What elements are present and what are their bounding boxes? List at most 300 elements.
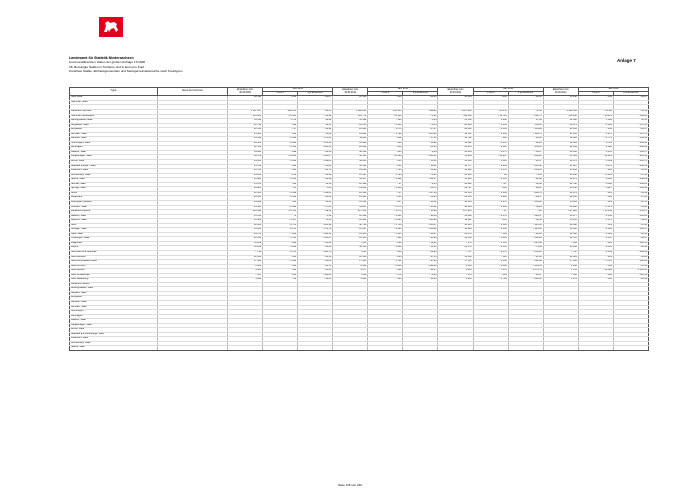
cell-value: - 64,61 <box>613 219 648 224</box>
cell-value: - 349 <box>263 269 298 274</box>
cell-value: 41 887 <box>333 205 368 210</box>
cell-value: - 4 380 <box>578 182 613 187</box>
cell-value: 86 <box>473 173 508 178</box>
cell-value: 22 622 <box>438 182 473 187</box>
cell-value: - 2 841 <box>578 123 613 128</box>
cell-value: - 737 <box>368 191 403 196</box>
cell-value: 56,50 <box>613 119 648 124</box>
cell-value: - 91,99 <box>403 237 438 242</box>
cell-typus: Bargtehl, Stadt <box>70 291 158 296</box>
cell-value: - 2 275 <box>263 228 298 233</box>
cell-typus: Pattensen, Stadt <box>70 169 158 174</box>
cell-value: - 1 405,10 <box>613 269 648 274</box>
cell-value: 293 <box>263 123 298 128</box>
cell-value: - 104,99 <box>508 128 543 133</box>
cell-value: 217 822 <box>543 210 578 215</box>
cell-value: - 660 <box>368 96 403 101</box>
cell-value: 24 170 <box>228 232 263 237</box>
cell-value: - 39,45 <box>613 169 648 174</box>
cell-value: 24 562 <box>543 232 578 237</box>
cell-value: 22 609 <box>543 146 578 151</box>
cell-value: - 495,20 <box>508 155 543 160</box>
header-year: Jahr 2011 <box>473 88 543 92</box>
header-einwohner-date: 30.06.2011 <box>449 91 462 94</box>
cell-value: - 4 746 <box>368 223 403 228</box>
cell-typus: Hemmingen, Stadt <box>70 141 158 146</box>
cell-typus: Bevenghausen, Stadt <box>70 287 158 292</box>
cell-value: 13 919 <box>543 169 578 174</box>
cell-value: - 295 <box>578 169 613 174</box>
cell-typus: Laatzen, Stadt <box>70 150 158 155</box>
cell-value: - 2 174 <box>473 250 508 255</box>
cell-value: - 88,04 <box>298 196 333 201</box>
cell-value: - 1 796 <box>368 132 403 137</box>
cell-value: 10 469 <box>438 96 473 101</box>
cell-value: - 78,31 <box>403 173 438 178</box>
cell-value: - 2 054 <box>578 250 613 255</box>
cell-value: - 2 578 <box>473 169 508 174</box>
cell-value: - 42,88 <box>508 178 543 183</box>
cell-value: - 254 <box>263 96 298 101</box>
cell-value: - 67 <box>473 210 508 215</box>
cell-value: - 2 828 <box>263 191 298 196</box>
cell-value: - 97 <box>368 182 403 187</box>
cell-typus: Laatzen, Stadt <box>70 319 158 324</box>
cell-value: - 218,29 <box>403 228 438 233</box>
cell-value: 8 580 <box>333 264 368 269</box>
cell-value: - 204,34 <box>613 141 648 146</box>
cell-value: - 3 676 <box>368 210 403 215</box>
cell-value: - 1 794 <box>368 173 403 178</box>
cell-value: - 172,78 <box>298 228 333 233</box>
header-euro-per-capita: € je Einwohner <box>613 92 648 96</box>
cell-value: 43 573 <box>543 160 578 165</box>
cell-value: - 38,76 <box>403 187 438 192</box>
cell-value: 32 973 <box>543 178 578 183</box>
cell-value: - 2 412 <box>473 146 508 151</box>
cell-value: - 4 462 <box>368 178 403 183</box>
cell-value: - 589 <box>473 232 508 237</box>
header-einwohner-label: Einwohner zum <box>552 89 569 92</box>
cell-value: 10 530 <box>333 96 368 101</box>
cell-value: 14 151 <box>333 200 368 205</box>
cell-value: - 3 578 <box>578 260 613 265</box>
cell-value: - 163 <box>368 278 403 283</box>
title-line-3: 28. Bereinigte Salden in Tsd Euro und in Euro pro Kopf <box>69 64 145 69</box>
cell-value: 46,22 <box>298 119 333 124</box>
cell-value: - 21 476 <box>263 210 298 215</box>
cell-value: 87,58 <box>508 119 543 124</box>
cell-typus: Springe, Stadt <box>70 187 158 192</box>
cell-value: 40 030 <box>543 150 578 155</box>
cell-value: 1 127 417 <box>228 110 263 115</box>
cell-value: - 11,96 <box>298 173 333 178</box>
cell-value: 33 080 <box>438 178 473 183</box>
cell-value: - 100 571 <box>263 110 298 115</box>
table-row <box>70 346 649 351</box>
cell-value: - 60,39 <box>298 246 333 251</box>
cell-value: 71 <box>263 214 298 219</box>
organization-name: Landesamt für Statistik Niedersachsen <box>69 56 134 60</box>
cell-value: - 146,37 <box>508 214 543 219</box>
cell-value: - 519 <box>578 223 613 228</box>
cell-value: 20 996 <box>438 123 473 128</box>
cell-value: 17 661 <box>228 260 263 265</box>
cell-value: 217 614 <box>333 210 368 215</box>
cell-value: - 2 145 <box>473 128 508 133</box>
cell-value: - 105,72 <box>613 160 648 165</box>
cell-value: 23 261 <box>228 173 263 178</box>
cell-value: 38,44 <box>298 200 333 205</box>
cell-value: 16 422 <box>438 219 473 224</box>
cell-value: - 1 594 <box>368 123 403 128</box>
cell-value: - 134,27 <box>298 237 333 242</box>
cell-value: - 642 <box>473 137 508 142</box>
cell-value: 518 508 <box>438 114 473 119</box>
cell-typus: Seelze, Stadt <box>70 178 158 183</box>
cell-value: - 4,35 <box>403 182 438 187</box>
cell-value: - 145,91 <box>613 137 648 142</box>
cell-typus: Isernhagen <box>70 146 158 151</box>
cell-value: - 1 376 <box>368 128 403 133</box>
cell-value: - 69,55 <box>508 96 543 101</box>
cell-value: - 2 275 <box>263 250 298 255</box>
cell-value: - 1 151 <box>473 141 508 146</box>
cell-value <box>473 346 508 351</box>
cell-value: - 2 774 <box>578 137 613 142</box>
cell-value: - 23,57 <box>508 160 543 165</box>
cell-value: - 1 703 <box>263 237 298 242</box>
cell-value: - 296 <box>263 241 298 246</box>
cell-value: - 4 230 <box>473 132 508 137</box>
cell-value: - 7 809 <box>263 232 298 237</box>
cell-value: 41 884 <box>438 205 473 210</box>
cell-value: - 285,94 <box>508 250 543 255</box>
cell-value: - 4 119 <box>473 223 508 228</box>
header-einwohner-date: 30.06.2009 <box>239 91 251 94</box>
cell-value: 8 423 <box>228 264 263 269</box>
cell-value: 29 747 <box>438 187 473 192</box>
cell-value: 4 916 <box>438 278 473 283</box>
cell-value: - 801 <box>578 191 613 196</box>
cell-value: - 67,47 <box>403 128 438 133</box>
cell-value: - 64,62 <box>298 260 333 265</box>
cell-value: 32 443 <box>438 223 473 228</box>
cell-value: - 1 071 <box>578 219 613 224</box>
cell-name <box>158 346 228 351</box>
cell-value: - 108,08 <box>508 200 543 205</box>
cell-value: - 308,52 <box>298 232 333 237</box>
cell-typus: Burgwedel <box>70 128 158 133</box>
cell-value: - 439 <box>578 255 613 260</box>
cell-value: 12 538 <box>438 237 473 242</box>
cell-value: - 360 <box>368 141 403 146</box>
cell-value: 30 359 <box>333 246 368 251</box>
cell-value: - 91,51 <box>298 110 333 115</box>
cell-value: - 73,84 <box>508 246 543 251</box>
header-tsd-euro: 1.000 € <box>263 92 298 96</box>
cell-value: 20 379 <box>543 191 578 196</box>
cell-typus: SGB Schwaförden <box>70 273 158 278</box>
cell-value: 14 099 <box>228 200 263 205</box>
cell-value: 18 642 <box>438 141 473 146</box>
cell-value: 32 725 <box>333 223 368 228</box>
cell-value: 20 353 <box>228 191 263 196</box>
cell-value: 515 001 <box>228 114 263 119</box>
header-einwohner-label: Einwohner zum <box>447 89 464 92</box>
header-year: Jahr 2009 <box>263 88 333 92</box>
cell-value: - 859 <box>578 96 613 101</box>
cell-value: 5 877 <box>333 269 368 274</box>
cell-value: - 7 074 <box>473 269 508 274</box>
header-einwohner <box>438 88 473 96</box>
cell-value: - 1 537 <box>263 219 298 224</box>
cell-value <box>368 346 403 351</box>
cell-value: 7 251 <box>333 241 368 246</box>
header-einwohner <box>333 88 368 96</box>
cell-value: 12 014 <box>543 255 578 260</box>
cell-typus: Bassum, Stadt <box>70 214 158 219</box>
cell-value: - 1 264 <box>368 246 403 251</box>
header-einwohner-date: 30.06.2010 <box>344 91 357 94</box>
cell-value: - 48,11 <box>508 219 543 224</box>
cell-value: - 50 <box>263 278 298 283</box>
cell-value: - 124 <box>368 119 403 124</box>
cell-value: - 502 <box>578 196 613 201</box>
cell-value: 7 178 <box>438 273 473 278</box>
cell-value: 20 453 <box>543 128 578 133</box>
cell-typus: Twistringen, Stadt <box>70 237 158 242</box>
cell-typus: Neustadt am Rübenberge, Stadt <box>70 332 158 337</box>
cell-value: - 35 111 <box>578 110 613 115</box>
cell-value: - 2 882 <box>263 141 298 146</box>
table-header <box>70 88 649 96</box>
cell-value: - 123,88 <box>403 219 438 224</box>
cell-value: - 46,87 <box>403 232 438 237</box>
cell-value: - 22,67 <box>613 128 648 133</box>
cell-value: - 18,31 <box>403 164 438 169</box>
cell-value <box>578 346 613 351</box>
cell-value: 13 901 <box>438 169 473 174</box>
cell-value: - 4 319 <box>578 160 613 165</box>
cell-value: - 563 <box>263 255 298 260</box>
cell-typus: SGB Altes Amt Lemforde <box>70 250 158 255</box>
cell-typus: Ronnenberg, Stadt <box>70 173 158 178</box>
cell-value: 32 238 <box>228 223 263 228</box>
cell-typus: Sulingen, Stadt <box>70 228 158 233</box>
cell-typus: Langenhagen, Stadt <box>70 155 158 160</box>
cell-value: 40 019 <box>438 150 473 155</box>
cell-value: - 6 130 <box>263 146 298 151</box>
cell-value <box>298 346 333 351</box>
cell-value: - 67,15 <box>403 255 438 260</box>
cell-typus: Barsinghausen,Stadt <box>70 119 158 124</box>
cell-value: 44 003 <box>228 160 263 165</box>
cell-value: - 1 828 <box>263 246 298 251</box>
cell-value: - 8 172 <box>578 164 613 169</box>
cell-value: 13 448 <box>438 228 473 233</box>
cell-value: - 29,94 <box>298 114 333 119</box>
cell-value: - 15,91 <box>613 223 648 228</box>
cell-typus: Hannover,Landeshptst. <box>70 114 158 119</box>
data-table <box>69 87 649 351</box>
cell-value: 8 500 <box>543 264 578 269</box>
cell-value: - 137,53 <box>613 123 648 128</box>
cell-value: - 707 <box>473 182 508 187</box>
cell-value: - 560 <box>578 264 613 269</box>
cell-value: - 1 293 <box>263 178 298 183</box>
cell-value: 34 514 <box>228 119 263 124</box>
header-tsd-euro: 1.000 € <box>473 92 508 96</box>
cell-value: 12 535 <box>333 237 368 242</box>
cell-value: - 1 138 <box>263 260 298 265</box>
cell-value: 18 995 <box>333 141 368 146</box>
cell-value: 2 992 <box>473 119 508 124</box>
cell-value: 17 636 <box>333 260 368 265</box>
cell-value: 23 238 <box>543 173 578 178</box>
cell-value: - 38,98 <box>298 178 333 183</box>
cell-value: - 3,64 <box>403 119 438 124</box>
cell-value: 4 656 <box>473 123 508 128</box>
cell-value: 5 761 <box>543 269 578 274</box>
cell-value: - 835 <box>368 164 403 169</box>
cell-value: - 136,17 <box>613 150 648 155</box>
cell-value: - 1 960 <box>473 228 508 233</box>
cell-value: - 51 153 <box>368 114 403 119</box>
cell-value: - 1 676 <box>473 200 508 205</box>
cell-typus: Syke, Stadt <box>70 232 158 237</box>
attachment-label: Anlage 7 <box>617 58 636 63</box>
header-euro-per-capita: € je Einwohner <box>403 92 438 96</box>
cell-value: 40 014 <box>333 150 368 155</box>
cell-value: - 25 917 <box>473 155 508 160</box>
cell-value: 13 724 <box>228 169 263 174</box>
cell-value: - 16,89 <box>403 210 438 215</box>
cell-value: - 82,17 <box>403 269 438 274</box>
cell-value: 164,56 <box>508 123 543 128</box>
cell-value: - 1 145 <box>368 232 403 237</box>
cell-value: - 54,61 <box>403 241 438 246</box>
cell-value: - 15 431 <box>263 114 298 119</box>
cell-value: - 2 130 <box>578 214 613 219</box>
cell-value: 20 213 <box>333 123 368 128</box>
cell-value: 7 097 <box>228 273 263 278</box>
header-name: Name der Kommune <box>158 88 228 96</box>
cell-value: - 81 579 <box>473 110 508 115</box>
cell-value: - 28,78 <box>298 169 333 174</box>
cell-typus: Garbsen, Stadt <box>70 300 158 305</box>
cell-value: 21 878 <box>228 182 263 187</box>
cell-value: - 3 102 <box>263 196 298 201</box>
cell-value: - 188,02 <box>613 178 648 183</box>
cell-value: 17 545 <box>438 260 473 265</box>
cell-value: - 5 451 <box>578 150 613 155</box>
cell-value: - 650 <box>473 96 508 101</box>
cell-value: - 78,54 <box>403 273 438 278</box>
cell-value: - 1 972 <box>578 132 613 137</box>
cell-value: - 39,32 <box>613 191 648 196</box>
cell-value: - 279 <box>263 173 298 178</box>
cell-value: - 61,04 <box>298 241 333 246</box>
cell-value: - 97,89 <box>403 260 438 265</box>
cell-value <box>333 346 368 351</box>
cell-value: - 396 <box>368 241 403 246</box>
cell-value: - 86,67 <box>613 237 648 242</box>
cell-value: - 1 023 <box>473 237 508 242</box>
cell-value: - 31,86 <box>508 182 543 187</box>
header-einwohner <box>543 88 578 96</box>
cell-value: 33 257 <box>333 178 368 183</box>
cell-value: - 800 <box>578 273 613 278</box>
cell-value: 24 453 <box>333 232 368 237</box>
cell-value: 1 127 808 <box>438 110 473 115</box>
cell-value: - 1 719 <box>473 278 508 283</box>
cell-value: - 864 <box>473 187 508 192</box>
cell-value: - 18,82 <box>403 141 438 146</box>
cell-value: 217 903 <box>438 210 473 215</box>
table-body <box>70 96 649 351</box>
cell-value: 20 402 <box>333 191 368 196</box>
cell-value: - 74,50 <box>298 219 333 224</box>
cell-value: - 899 <box>263 150 298 155</box>
cell-value: 4,52 <box>298 214 333 219</box>
cell-value: - 503 <box>473 255 508 260</box>
cell-value: - 65,15 <box>613 264 648 269</box>
cell-value: - 6 944 <box>473 164 508 169</box>
cell-typus: Wagenfeld <box>70 241 158 246</box>
cell-value: 14 965 <box>333 132 368 137</box>
cell-value: 17 562 <box>543 260 578 265</box>
cell-value: - 153,67 <box>403 223 438 228</box>
cell-value: - 111,89 <box>298 273 333 278</box>
cell-value: - 286,78 <box>298 250 333 255</box>
cell-value: - 139,80 <box>298 160 333 165</box>
cell-value: 20 799 <box>228 123 263 128</box>
cell-value: - 235,07 <box>298 155 333 160</box>
cell-value: 7 799 <box>228 250 263 255</box>
cell-typus: Stuhr <box>70 223 158 228</box>
cell-value: - 395 <box>263 169 298 174</box>
cell-value: - 41,71 <box>298 264 333 269</box>
cell-value: - 151,68 <box>508 164 543 169</box>
cell-value: - 266,56 <box>403 155 438 160</box>
document-title-block <box>69 56 183 73</box>
cell-value: 29 125 <box>333 196 368 201</box>
cell-value: - 85,93 <box>613 246 648 251</box>
cell-value: - 14,06 <box>403 146 438 151</box>
cell-value: - 33,24 <box>403 278 438 283</box>
cell-value: - 22,58 <box>298 150 333 155</box>
cell-value: 216 598 <box>228 210 263 215</box>
cell-value: - 1 047 <box>578 237 613 242</box>
cell-value: - 104,24 <box>613 114 648 119</box>
cell-value: 34 160 <box>438 119 473 124</box>
cell-value: 24 570 <box>438 232 473 237</box>
cell-value: 20 513 <box>228 128 263 133</box>
cell-value: - 139,01 <box>298 191 333 196</box>
cell-value: - 59,29 <box>508 205 543 210</box>
cell-value <box>508 346 543 351</box>
cell-value: - 176,76 <box>613 132 648 137</box>
cell-value: 1 128 163 <box>543 110 578 115</box>
cell-typus: Wedemark <box>70 196 158 201</box>
cell-value: - 11 823 <box>263 155 298 160</box>
cell-typus: SGB Solite <box>70 96 158 101</box>
cell-value: - 255,86 <box>403 132 438 137</box>
cell-value <box>613 346 648 351</box>
header-einwohner <box>228 88 263 96</box>
header-tsd-euro: 1.000 € <box>368 92 403 96</box>
